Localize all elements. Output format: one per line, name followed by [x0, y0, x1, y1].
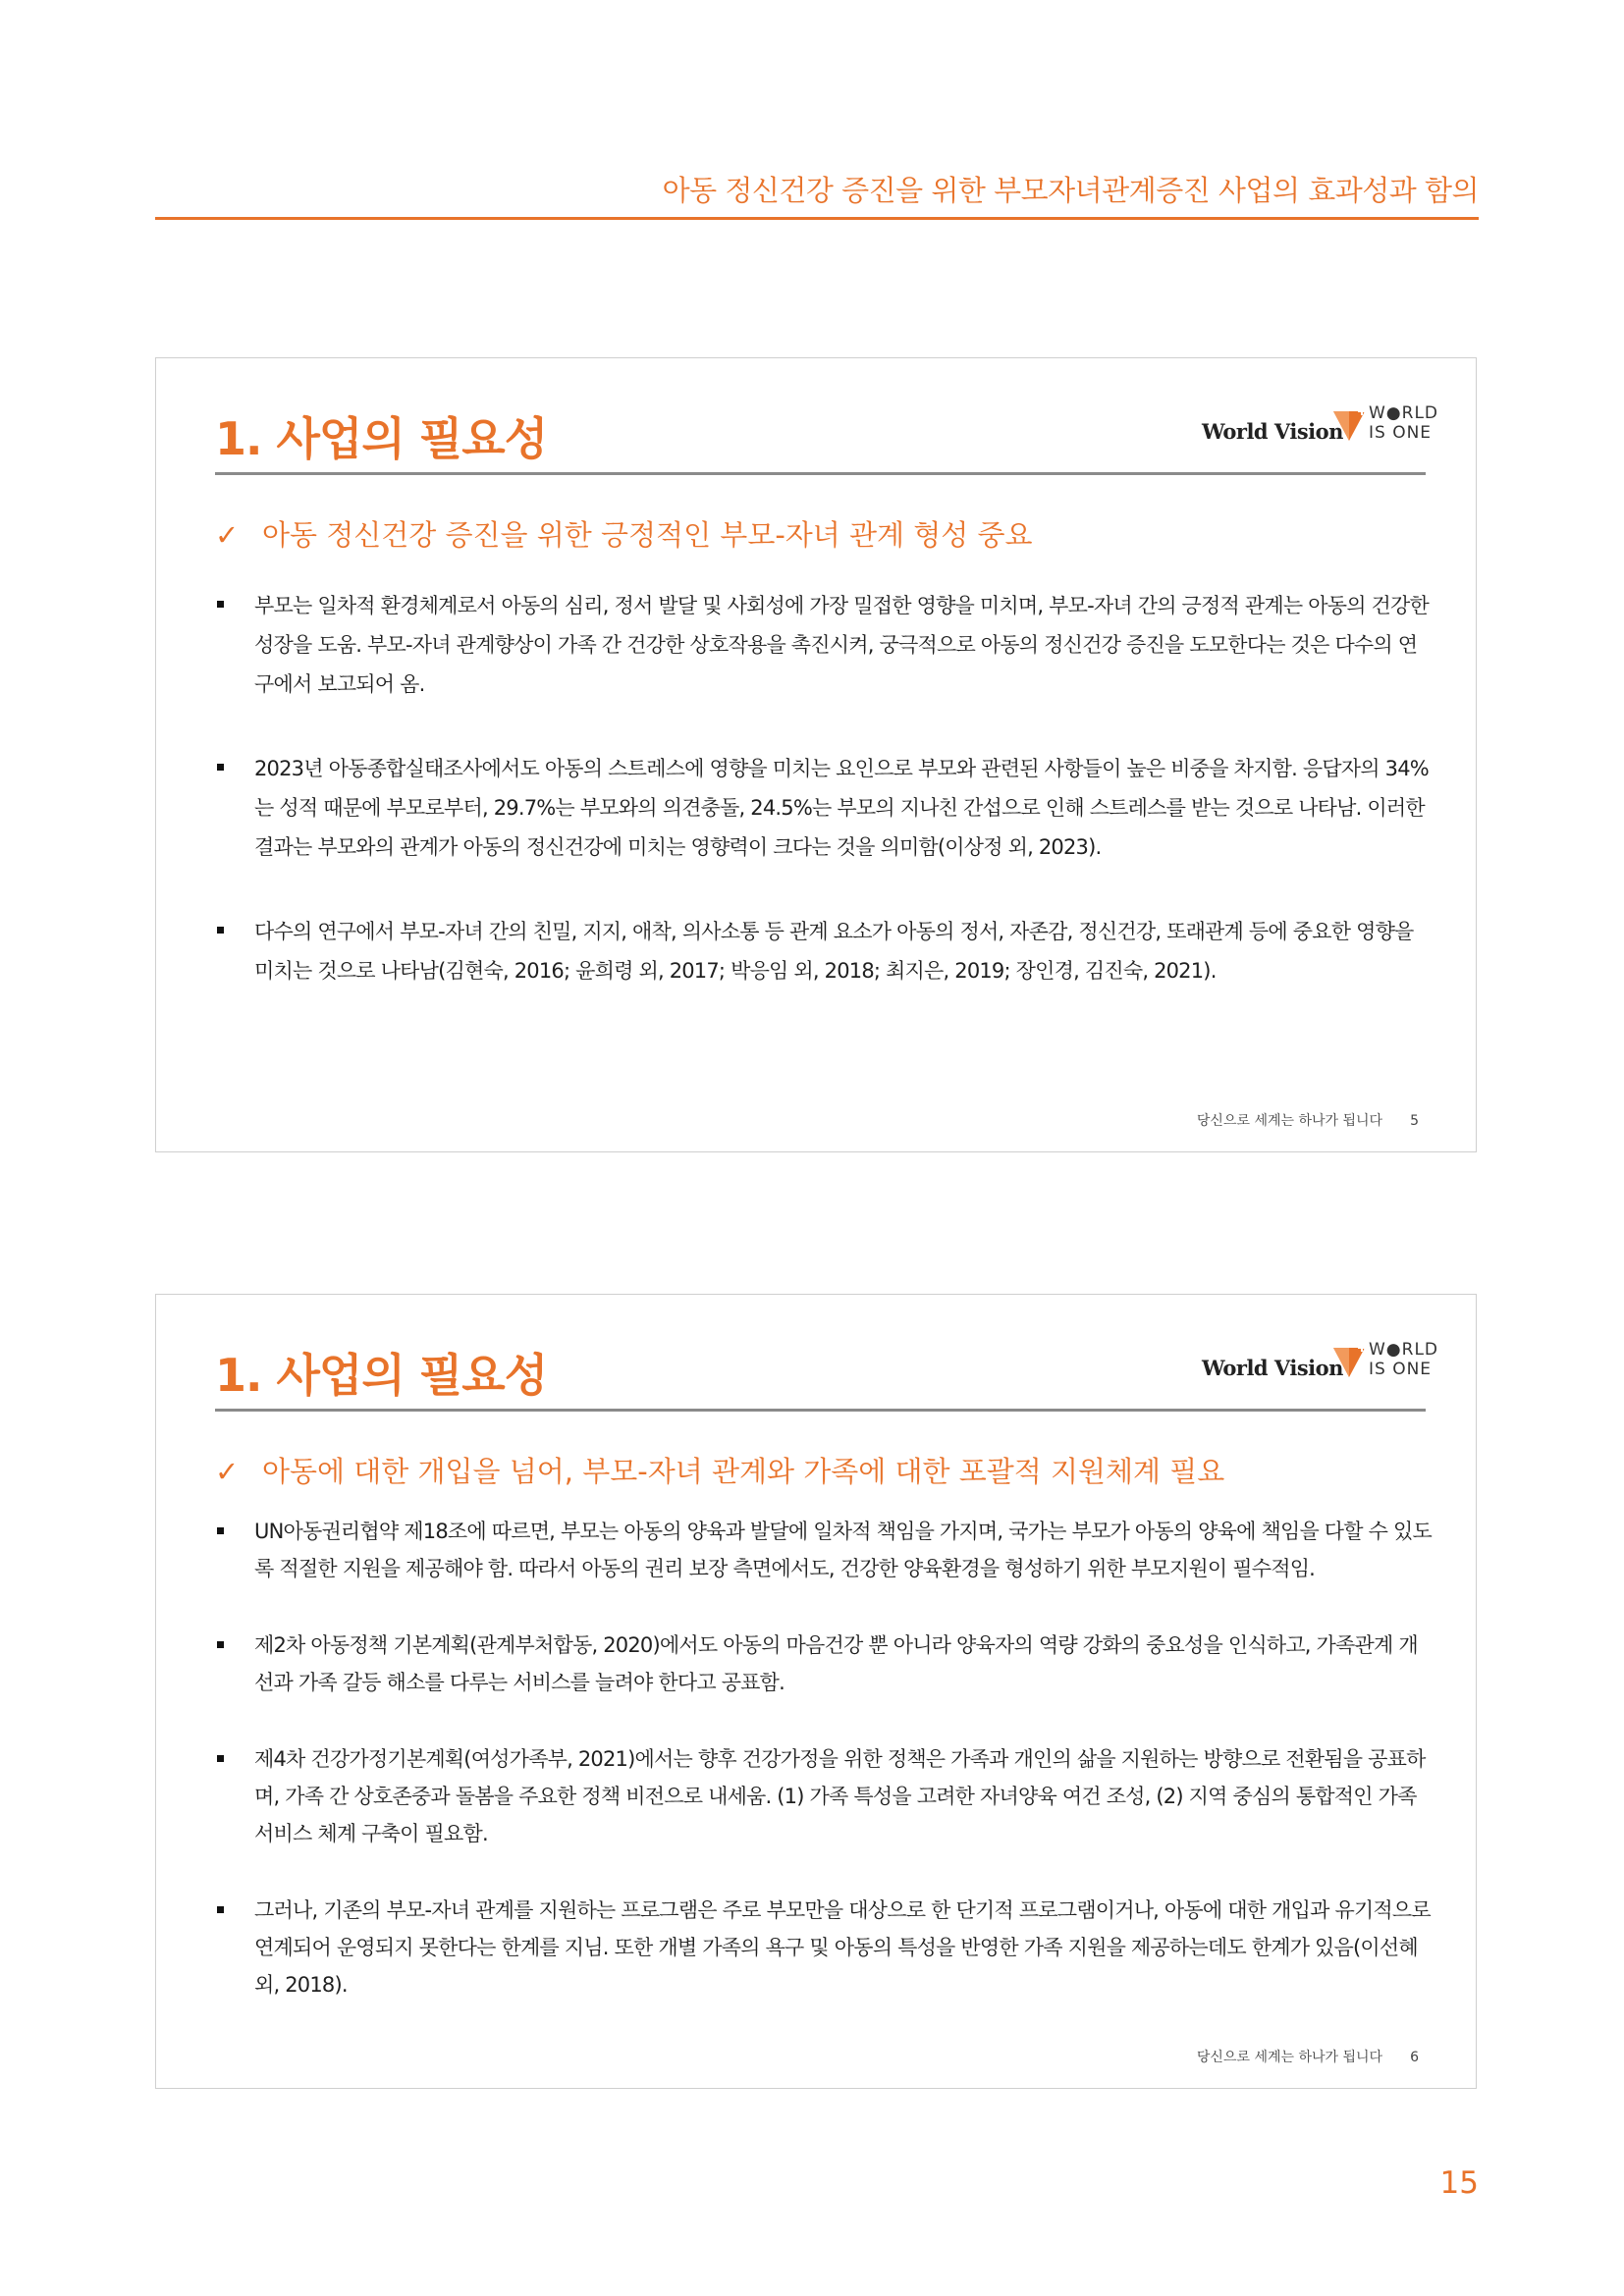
slide-footer: [1197, 2047, 1419, 2066]
logo-tagline-line1: W●RLD: [1369, 1340, 1439, 1360]
slide-footer: [1197, 1110, 1419, 1130]
logo-tagline: [1369, 403, 1438, 443]
world-vision-logo-mark-icon: [1329, 405, 1369, 445]
bullet-item: 제4차 건강가정기본계획(여성가족부, 2021)에서는 향후 건강가정을 위한 정책은 가족과 개인의 삶을 지원하는 방향으로 전환됨을 공표하며, 가족 간 상호존중과 돌봄을 주요한 정책 비전으로 내세움. (1) 가족 특성을 고려한 자녀양육 여건 조성, (2) 지역 중심의 통합적인 가족 서비스 체계 구축이 필요함.: [215, 1740, 1433, 1852]
bullet-list: [215, 586, 1433, 1036]
subheading-text: 아동에 대한 개입을 넘어, 부모-자녀 관계와 가족에 대한 포괄적 지원체계 필요: [262, 1455, 1225, 1488]
world-vision-logo: [1202, 401, 1437, 451]
check-icon: ✓: [215, 1455, 240, 1488]
header-rule: [155, 217, 1479, 220]
bullet-item: 제2차 아동정책 기본계획(관계부처합동, 2020)에서도 아동의 마음건강 뿐 아니라 양육자의 역량 강화의 중요성을 인식하고, 가족관계 개선과 가족 갈등 해소를 다루는 서비스를 늘려야 한다고 공표함.: [215, 1627, 1433, 1701]
bullet-list: [215, 1513, 1433, 2043]
world-vision-logo: [1202, 1338, 1437, 1387]
logo-brand: World Vision: [1202, 1356, 1343, 1380]
slide-number: 6: [1410, 2050, 1419, 2065]
world-vision-logo-mark-icon: [1329, 1342, 1369, 1381]
subheading-text: 아동 정신건강 증진을 위한 긍정적인 부모-자녀 관계 형성 중요: [262, 518, 1033, 552]
slide-number: 5: [1410, 1113, 1419, 1129]
subheading: [215, 1450, 1224, 1490]
logo-tagline: [1369, 1340, 1438, 1379]
logo-tagline-line2: IS ONE: [1369, 423, 1433, 443]
footer-slogan: 당신으로 세계는 하나가 됩니다: [1196, 1113, 1383, 1129]
title-rule: [215, 472, 1426, 475]
bullet-item: 부모는 일차적 환경체계로서 아동의 심리, 정서 발달 및 사회성에 가장 밀접한 영향을 미치며, 부모-자녀 간의 긍정적 관계는 아동의 건강한 성장을 도움. 부모-자녀 관계향상이 가족 간 건강한 상호작용을 촉진시켜, 궁극적으로 아동의 정신건강 증진을 도모한다는 것은 다수의 연구에서 보고되어 옴.: [215, 586, 1433, 704]
logo-tagline-line1: W●RLD: [1369, 403, 1439, 423]
check-icon: ✓: [215, 518, 240, 552]
slide-6: [155, 1294, 1477, 2089]
logo-tagline-line2: IS ONE: [1369, 1360, 1433, 1379]
logo-brand: World Vision: [1202, 419, 1343, 444]
slide-title: 1. 사업의 필요성: [215, 412, 548, 465]
slide-title: 1. 사업의 필요성: [215, 1349, 548, 1402]
bullet-item: 그러나, 기존의 부모-자녀 관계를 지원하는 프로그램은 주로 부모만을 대상으로 한 단기적 프로그램이거나, 아동에 대한 개입과 유기적으로 연계되어 운영되지 못한다는 한계를 지님. 또한 개별 가족의 욕구 및 아동의 특성을 반영한 가족 지원을 제공하는데도 한계가 있음(이선혜 외, 2018).: [215, 1892, 1433, 2003]
subheading: [215, 513, 1033, 554]
bullet-item: 다수의 연구에서 부모-자녀 간의 친밀, 지지, 애착, 의사소통 등 관계 요소가 아동의 정서, 자존감, 정신건강, 또래관계 등에 중요한 영향을 미치는 것으로 나타남(김현숙, 2016; 윤희령 외, 2017; 박응임 외, 2018; 최지은, 2019; 장인경, 김진숙, 2021).: [215, 912, 1433, 990]
bullet-item: UN아동권리협약 제18조에 따르면, 부모는 아동의 양육과 발달에 일차적 책임을 가지며, 국가는 부모가 아동의 양육에 책임을 다할 수 있도록 적절한 지원을 제공해야 함. 따라서 아동의 권리 보장 측면에서도, 건강한 양육환경을 형성하기 위한 부모지원이 필수적임.: [215, 1513, 1433, 1587]
running-header: 아동 정신건강 증진을 위한 부모자녀관계증진 사업의 효과성과 함의: [662, 174, 1479, 207]
slide-5: [155, 357, 1477, 1152]
bullet-item: 2023년 아동종합실태조사에서도 아동의 스트레스에 영향을 미치는 요인으로 부모와 관련된 사항들이 높은 비중을 차지함. 응답자의 34%는 성적 때문에 부모로부터, 29.7%는 부모와의 의견충돌, 24.5%는 부모의 지나친 간섭으로 인해 스트레스를 받는 것으로 나타남. 이러한 결과는 부모와의 관계가 아동의 정신건강에 미치는 영향력이 크다는 것을 의미함(이상정 외, 2023).: [215, 749, 1433, 867]
footer-slogan: 당신으로 세계는 하나가 됩니다: [1196, 2050, 1383, 2065]
page-number: 15: [1439, 2165, 1479, 2201]
title-rule: [215, 1409, 1426, 1412]
